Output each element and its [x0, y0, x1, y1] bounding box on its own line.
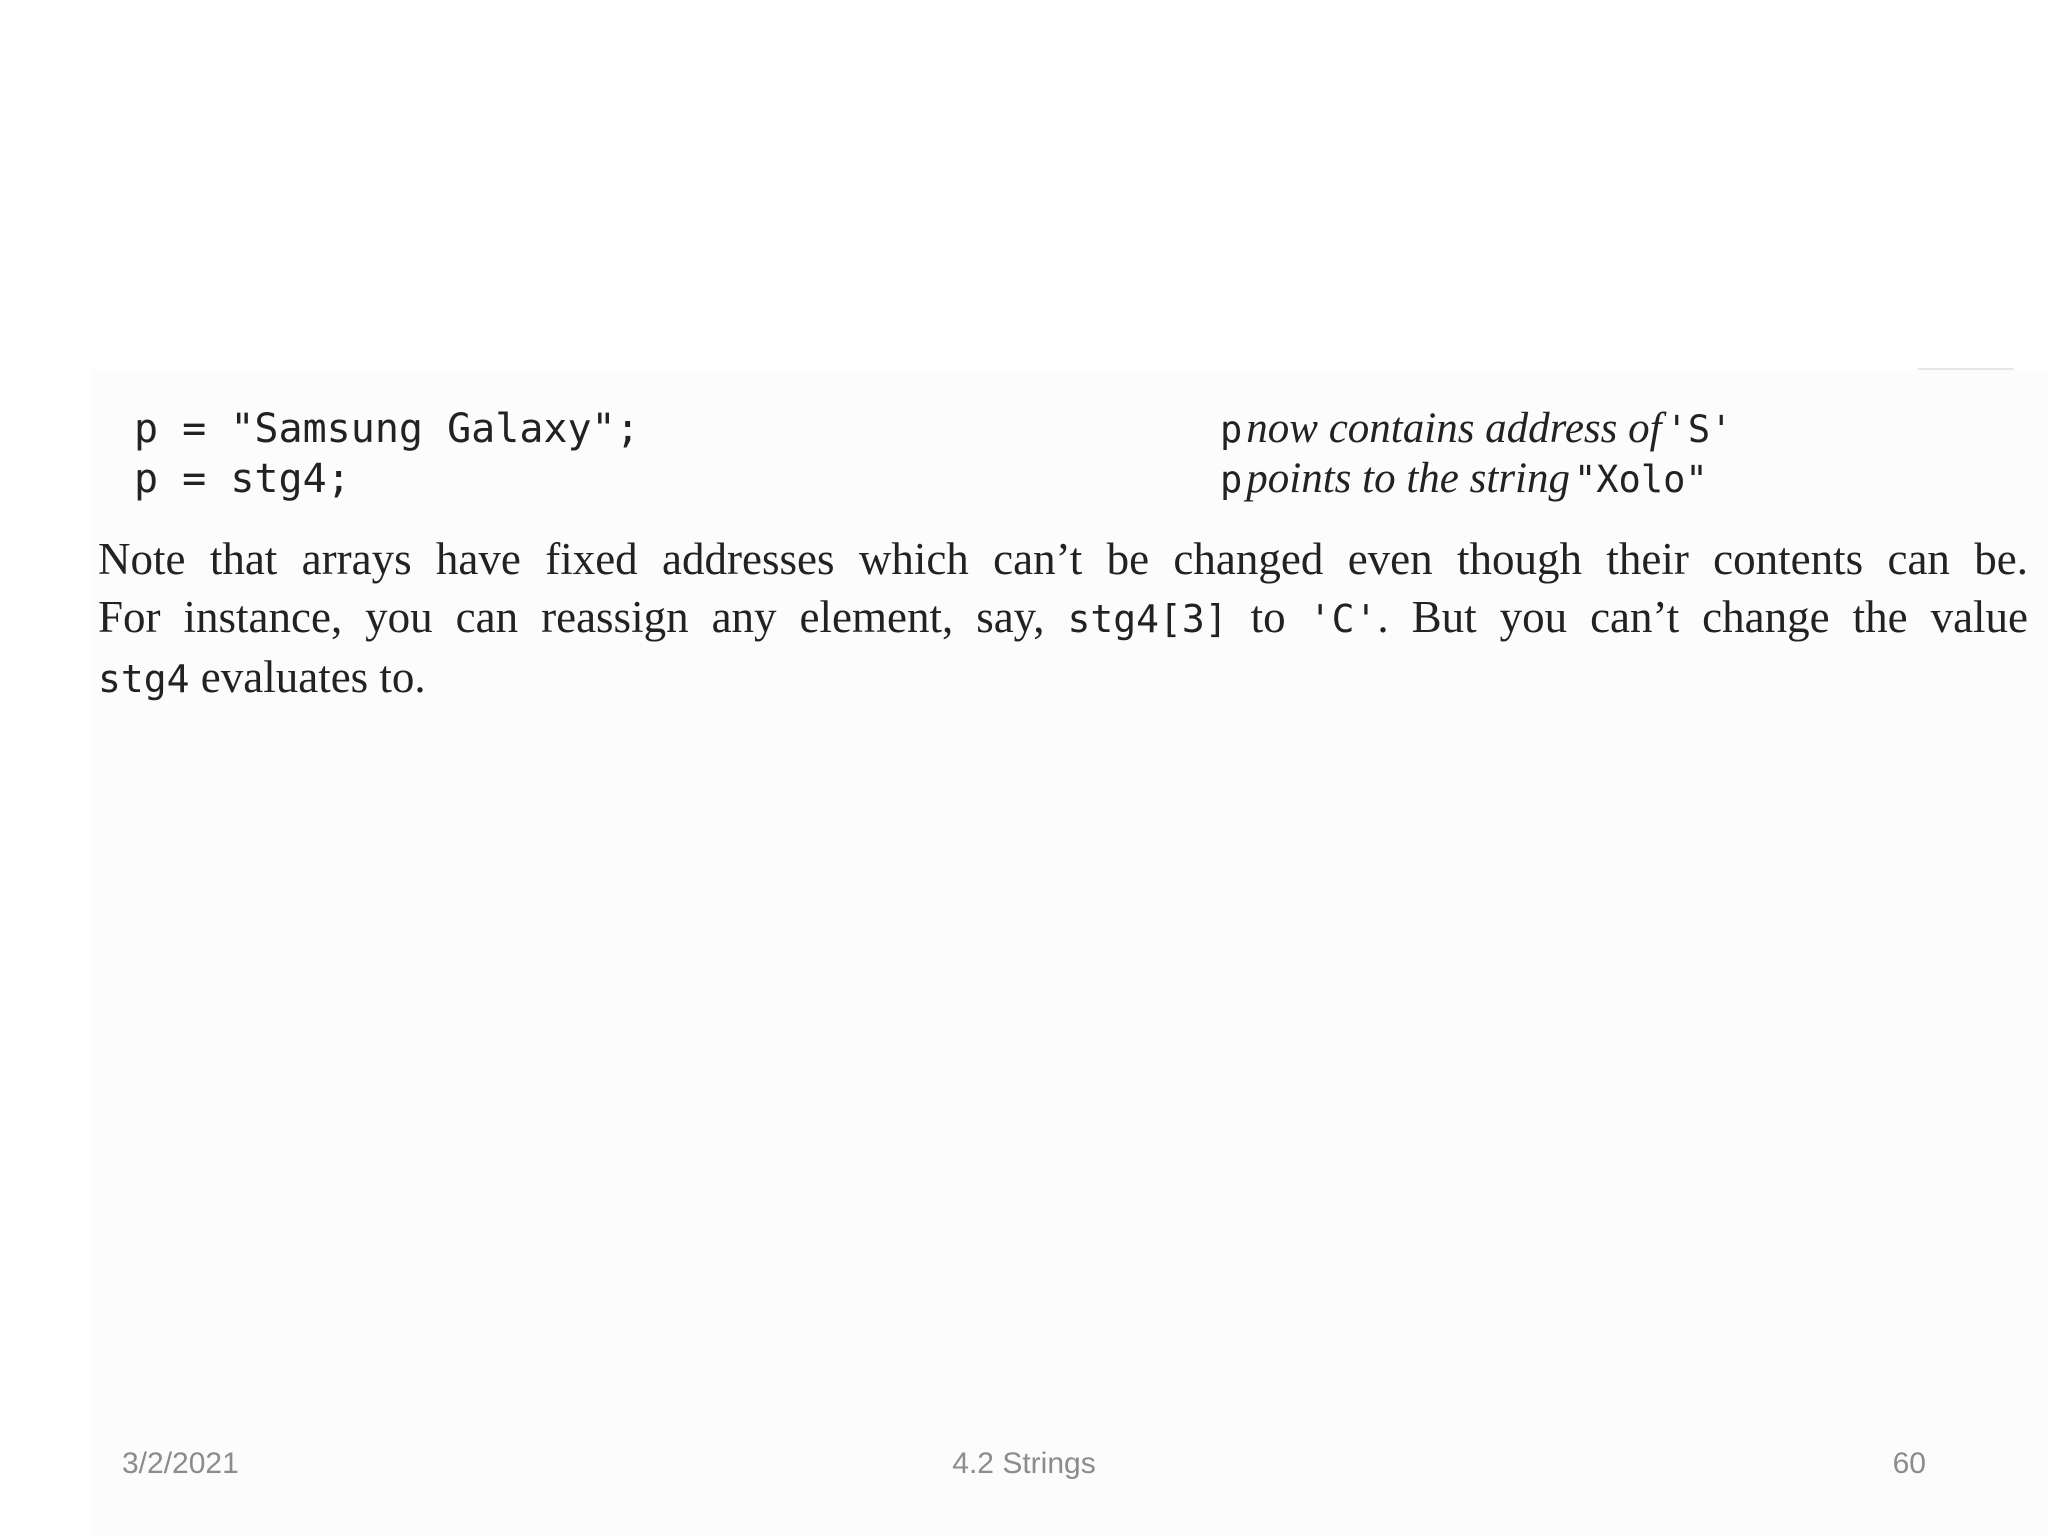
paragraph-line-2	[98, 588, 2028, 648]
explanation-paragraph	[98, 530, 2028, 708]
footer-date: 3/2/2021	[122, 1447, 239, 1480]
code-line-2: p = stg4;	[134, 456, 351, 502]
code-comment-2	[1220, 454, 1708, 513]
paragraph-line-1: Note that arrays have fixed addresses which can’t be changed even though their contents can be.	[98, 534, 2028, 584]
footer-page-number: 60	[1892, 1447, 1926, 1480]
comment-1-var: p	[1220, 408, 1243, 451]
comment-1-text: now contains address of	[1246, 405, 1662, 452]
inline-code-stg4: stg4	[98, 657, 190, 701]
comment-2-text: points to the string	[1246, 455, 1570, 502]
inline-code-stg4-index: stg4[3]	[1067, 597, 1228, 641]
paragraph-line-2-text-c: . But you can’t change the value	[1377, 592, 2029, 642]
comment-1-value: 'S'	[1665, 408, 1733, 451]
footer-title: 4.2 Strings	[952, 1447, 1096, 1480]
paragraph-line-2-text-b: to	[1250, 592, 1286, 642]
inline-code-char-c: 'C'	[1308, 597, 1378, 641]
paragraph-line-3	[98, 648, 2028, 708]
code-line-1: p = "Samsung Galaxy";	[134, 406, 640, 452]
paragraph-line-3-text: evaluates to.	[200, 652, 426, 702]
scan-rule-line	[1918, 368, 2014, 370]
paragraph-line-2-text-a: For instance, you can reassign any element, say,	[98, 592, 1045, 642]
comment-2-value: "Xolo"	[1574, 458, 1708, 501]
comment-2-var: p	[1220, 458, 1243, 501]
